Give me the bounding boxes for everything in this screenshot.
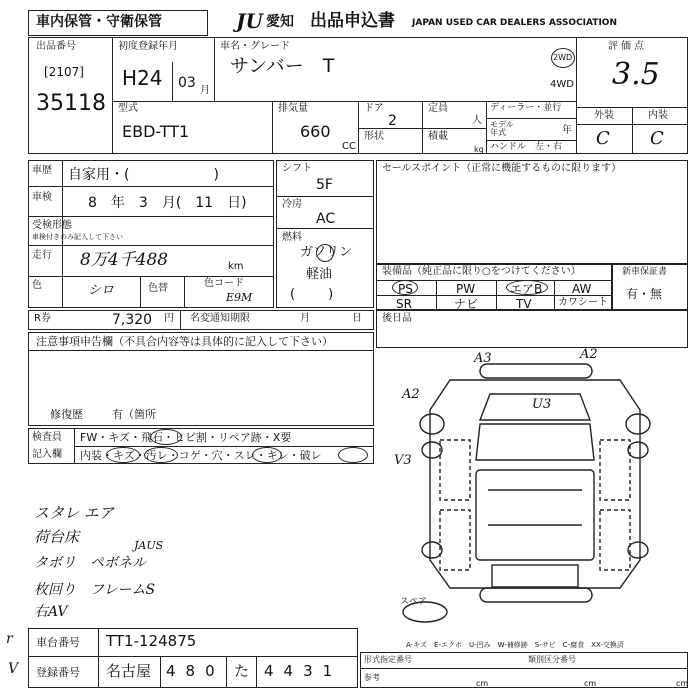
divider [112, 37, 113, 154]
car-diagram [380, 347, 690, 630]
divider [140, 276, 141, 308]
exterior-grade: C [596, 128, 610, 149]
divider [436, 280, 437, 310]
drive-4wd: 4WD [550, 79, 574, 90]
equip-ps-circle [392, 280, 418, 295]
sales-frame [376, 160, 688, 264]
divider [28, 216, 274, 217]
divider [486, 140, 576, 141]
tax-label: 名変通知期限 [190, 313, 250, 324]
shape-label: 形状 [364, 131, 384, 142]
rear-item-frame [376, 310, 688, 348]
equip-label: 装備品（純正品に限り○をつけてください） [382, 266, 581, 277]
reg-month-unit: 月 [200, 85, 210, 96]
equip-airbag: エアB [510, 282, 543, 296]
lot-sub: [2107] [44, 65, 84, 79]
tax-day-unit: 日 [352, 313, 362, 324]
repair-value: 有（箇所 [112, 408, 156, 421]
color-value: シロ [88, 283, 115, 298]
divider [554, 280, 555, 310]
divider [276, 196, 374, 197]
rear-item-label: 後日品 [382, 313, 412, 324]
repair-label: 修復歴 [50, 408, 83, 421]
displacement-label: 排気量 [278, 103, 308, 114]
ju-logo: JU [236, 9, 263, 33]
grade-value: 3.5 [612, 57, 660, 92]
reg-year-label: 初度登録年月 [118, 41, 178, 52]
type-label: 型式 [118, 103, 138, 114]
form-number-label: 形式指定番号 [364, 655, 412, 664]
cooling-label: 冷房 [282, 199, 302, 210]
history-label: 車歴 [32, 165, 52, 176]
chassis-label: 車台番号 [36, 636, 80, 649]
divider [180, 310, 181, 330]
inspector-row-2: 内装・キズ・汚レ・コゲ・穴・スレ・キレ・破レ [80, 449, 322, 462]
equip-pw: PW [456, 282, 476, 296]
damage-label-u3: U3 [532, 397, 552, 412]
divider [256, 656, 257, 688]
cooling-value: AC [316, 211, 336, 227]
divider [422, 101, 423, 154]
stone-circle [150, 429, 182, 445]
divider [112, 101, 576, 102]
divider [184, 276, 185, 308]
divider [160, 656, 161, 688]
drive-2wd: 2WD [553, 53, 573, 62]
recycle-amount: 7,320 [112, 312, 153, 328]
doors-value: 2 [388, 113, 397, 129]
acceptance-label: 受検形態 [32, 220, 72, 231]
spare-label: スペア [400, 597, 428, 607]
model-name: サンバー T [230, 55, 335, 77]
equip-airbag-circle [506, 280, 548, 295]
mileage-unit: km [228, 261, 244, 272]
model-grade-label: 車名・グレード [220, 41, 290, 52]
mileage-label: 走行 [32, 250, 52, 261]
divider [276, 228, 374, 229]
equip-navi: ナビ [454, 297, 479, 311]
reg-label: 登録番号 [36, 666, 80, 679]
reg-area: 名古屋 [106, 662, 152, 680]
equip-sr: SR [396, 297, 412, 311]
inspection-value: 8 年 3 月( 11 日) [88, 195, 247, 211]
era-year: H24 [122, 66, 163, 90]
interior-grade: C [650, 128, 664, 149]
english-title: JAPAN USED CAR DEALERS ASSOCIATION [412, 18, 617, 28]
damage-label-a2-top: A2 [580, 347, 598, 362]
org-name: 愛知 [266, 14, 294, 30]
storage-title: 車内保管・守衛保管 [36, 14, 162, 30]
cm-1: cm [476, 679, 489, 688]
displacement-value: 660 [300, 122, 331, 141]
divider [214, 37, 215, 101]
damage-label-a3: A3 [474, 351, 492, 366]
divider [272, 101, 273, 154]
divider [360, 668, 688, 669]
note-6: 右AV [34, 604, 68, 620]
divider [576, 37, 577, 154]
divider [28, 245, 274, 246]
inspection-label: 車検 [32, 192, 52, 203]
capacity-label: 定員 [428, 103, 448, 114]
handle-label: ハンドル 左・右 [490, 142, 563, 152]
tear-circle [338, 447, 368, 463]
lot-number: 35118 [36, 91, 106, 116]
grade-label: 評価点 [608, 41, 647, 52]
ref-label: 参考 [364, 673, 380, 682]
warranty-label: 新車保証書 [622, 267, 668, 277]
equip-aw: AW [572, 282, 592, 296]
color-label: 色 [32, 280, 42, 291]
capacity-unit: 人 [472, 115, 482, 126]
divider [486, 101, 487, 154]
inspector-label-2: 記入欄 [32, 449, 62, 460]
exterior-label: 外装 [594, 110, 614, 121]
doors-label: ドア [364, 103, 384, 114]
scratch-circle [106, 447, 140, 463]
load-unit: kg [474, 145, 484, 154]
divider [28, 186, 274, 187]
cm-2: cm [584, 679, 597, 688]
reg-class: 480 [166, 662, 225, 680]
cm-3: cm [676, 679, 689, 688]
note-1: スタレ エア [34, 504, 114, 522]
history-value: 自家用・( ) [68, 167, 219, 183]
damage-label-v3: V3 [394, 453, 412, 468]
reg-kana: た [234, 662, 250, 680]
color-code-label: 色コード [204, 278, 244, 289]
model-year-unit: 年 [562, 125, 572, 136]
warranty-value: 有・無 [626, 287, 663, 301]
color-change-label: 色替 [148, 283, 168, 294]
divider [28, 276, 274, 277]
class-number-label: 類別区分番号 [528, 655, 576, 664]
acceptance-sub: 車検付きのみ記入して下さい [32, 233, 123, 241]
color-code-value: E9M [226, 291, 253, 304]
recycle-unit: 円 [164, 313, 174, 324]
sales-label: セールスポイント（正常に機能するものに限ります） [382, 163, 622, 174]
mileage-value: 8万4千488 [80, 250, 169, 270]
equip-tv: TV [516, 297, 532, 311]
equip-seat: カワシート [558, 297, 608, 308]
recycle-label: R券 [34, 313, 51, 324]
fuel-diesel: 軽油 [306, 267, 333, 282]
divider [486, 118, 576, 119]
divider [98, 628, 99, 688]
inspector-row-1: FW・キズ・飛石・ヒビ割・リペア跡・X要 [80, 431, 292, 444]
damage-legend: A-キズ E-エクボ U-凹み W-補修跡 S-サビ C-腐食 XX-交換済 [406, 641, 624, 649]
note-3: JAUS [134, 539, 164, 552]
reg-month: 03 [178, 75, 196, 91]
tax-month-unit: 月 [300, 313, 310, 324]
rub-circle [252, 447, 282, 463]
dealer-label: ディーラー・並行 [490, 103, 562, 113]
form-title: 出品申込書 [310, 11, 395, 31]
note-4: タボリ ペボネル [34, 555, 146, 571]
lot-label: 出品番号 [36, 41, 76, 52]
stain-circle [144, 447, 178, 463]
model-year-label: モデル年式 [490, 120, 514, 137]
divider [172, 62, 173, 101]
note-5: 枚回り フレームS [34, 582, 156, 598]
divider [496, 280, 497, 310]
divider [576, 124, 688, 125]
damage-label-a2-side: A2 [402, 387, 420, 402]
type-value: EBD-TT1 [122, 122, 190, 141]
shift-label: シフト [282, 163, 312, 174]
chassis-value: TT1-124875 [106, 632, 197, 650]
displacement-unit: CC [342, 141, 356, 152]
divider [226, 656, 227, 688]
fuel-gas: ガソリン [300, 245, 353, 260]
interior-label: 内装 [648, 110, 668, 121]
inspector-label-1: 検査員 [32, 432, 62, 443]
fuel-paren: ( ) [290, 287, 334, 302]
check-mark-1: r [6, 631, 13, 647]
divider [28, 350, 374, 351]
reg-digits: 4431 [264, 662, 343, 680]
notes-title: 注意事項申告欄（不具合内容等は具体的に記入して下さい） [36, 335, 333, 348]
divider [28, 656, 358, 657]
load-label: 積載 [428, 131, 448, 142]
shift-value: 5F [316, 177, 333, 193]
check-mark-2: V [8, 661, 19, 677]
fuel-label: 燃料 [282, 232, 302, 243]
divider [632, 107, 633, 154]
equip-ps: PS [398, 282, 413, 296]
note-2: 荷台床 [34, 528, 80, 546]
